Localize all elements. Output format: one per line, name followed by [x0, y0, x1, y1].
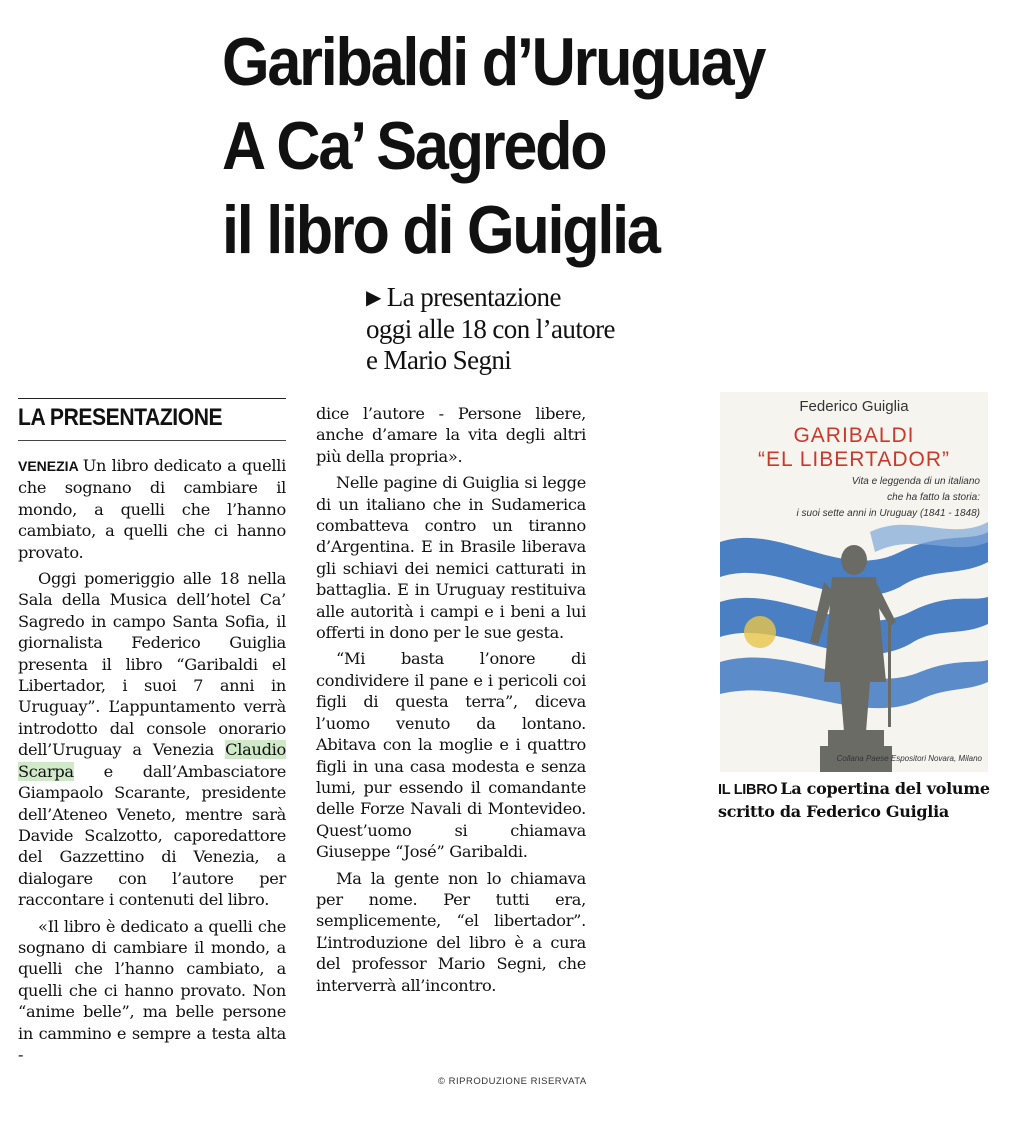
paragraph-2	[18, 568, 286, 911]
paragraph-1-text: Un libro dedicato a quelli che sognano di cambiare il mondo, a quelli che l’hanno cambiato, a quelli che ci hanno provato.	[18, 456, 286, 562]
cover-subtitle-line-1: Vita e leggenda di un italiano	[851, 476, 980, 487]
triangle-arrow-icon: ▶	[366, 287, 381, 309]
section-top-rule	[18, 398, 286, 399]
paragraph-7: Ma la gente non lo chiamava per nome. Per tutti era, semplicemente, “el libertador”. L’introduzione del libro è a cura del professor Mario Segni, che interverrà all’incontro.	[316, 868, 586, 995]
caption-label: IL LIBRO	[718, 782, 778, 798]
cover-publisher: Collana Paese Espositori Novara, Milano	[836, 754, 982, 763]
article-column-2	[316, 403, 586, 1001]
highlighted-name-last: Scarpa	[18, 761, 74, 781]
paragraph-1	[18, 455, 286, 563]
paragraph-5: Nelle pagine di Guiglia si legge di un italiano che in Sudamerica combatteva contro un tiranno d’Argentina. E in Brasile liberava gli schiavi dei nemici catturati in battaglia. E in Uruguay restituiva alle autorità i campi e i beni a lui offerti in dono per le sue gesta.	[316, 473, 586, 643]
section-bottom-rule	[18, 440, 286, 441]
image-caption	[718, 778, 1008, 823]
subhead-line-2: oggi alle 18 con l’autore	[366, 314, 615, 344]
paragraph-4: dice l’autore - Persone libere, anche d’amare la vita degli altri più della propria».	[316, 404, 586, 466]
cover-subtitle-line-3: i suoi sette anni in Uruguay (1841 - 1848)	[796, 508, 980, 519]
headline-line-2: A Ca’ Sagredo	[222, 108, 606, 184]
cover-title	[720, 424, 988, 472]
paragraph-3: «Il libro è dedicato a quelli che sognano di cambiare il mondo, a quelli che l’hanno cambiato, a quelli che ci hanno provato. Non “anime belle”, ma belle persone in cammino e sempre a testa alta -	[18, 916, 286, 1064]
section-title: LA PRESENTAZIONE	[18, 404, 223, 431]
headline	[222, 20, 765, 272]
dateline: VENEZIA	[18, 458, 79, 474]
headline-line-3: il libro di Guiglia	[222, 192, 659, 268]
subheadline	[366, 282, 686, 376]
caption-text: La copertina del volume scritto da Federico Guiglia	[718, 779, 990, 821]
copyright-notice: © RIPRODUZIONE RISERVATA	[438, 1076, 587, 1087]
highlighted-name-first: Claudio	[225, 740, 286, 760]
cover-author: Federico Guiglia	[799, 398, 909, 415]
cover-title-line-1: GARIBALDI	[793, 424, 915, 447]
cover-title-line-2: “EL LIBERTADOR”	[758, 448, 950, 471]
headline-line-1: Garibaldi d’Uruguay	[222, 24, 765, 100]
paragraph-6: “Mi basta l’onore di condividere il pane e i pericoli coi figli di questa terra”, diceva l’uomo venuto da lontano. Abitava con la moglie e i quattro figli in una casa modesta e senza lumi, pur essendo il comandante delle Forze Navali di Montevideo. Quest’uomo si chiamava Giuseppe “José” Garibaldi.	[316, 649, 586, 862]
paragraph-2-text-b: e dall’Ambasciatore Giampaolo Scarante, presidente dell’Ateneo Veneto, mentre sarà Davide Scalzotto, caporedattore del Gazzettino di Venezia, a dialogare con l’autore per raccontare i contenuti del libro.	[18, 761, 286, 910]
subhead-line-1: La presentazione	[386, 282, 561, 312]
paragraph-2-text-a: Oggi pomeriggio alle 18 nella Sala della Musica dell’hotel Ca’ Sagredo in campo Santa Sofia, il giornalista Federico Guiglia presenta il libro “Garibaldi el Libertador, i suoi 7 anni in Uruguay”. L’appuntamento verrà introdotto dal console onorario dell’Uruguay a Venezia	[18, 569, 286, 760]
book-cover-image	[720, 392, 988, 772]
cover-subtitle-line-2: che ha fatto la storia:	[887, 492, 980, 503]
subhead-line-3: e Mario Segni	[366, 345, 512, 375]
article-column-1	[18, 455, 286, 1070]
cover-subtitle	[780, 474, 980, 522]
